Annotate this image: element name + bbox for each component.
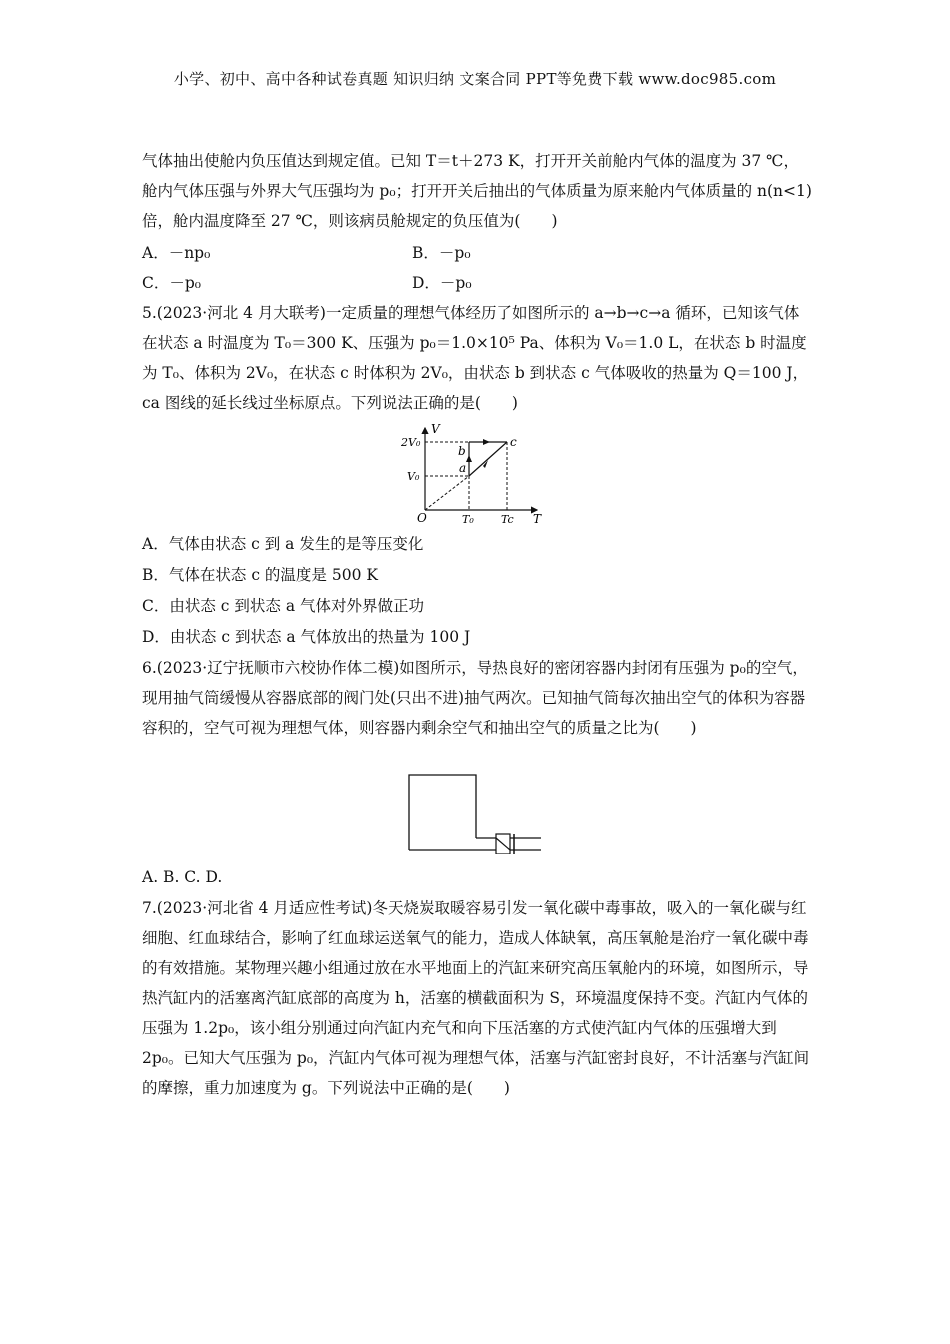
q5-option-d: D．由状态 c 到状态 a 气体放出的热量为 100 J [142,628,471,646]
label-t0: T₀ [462,513,474,526]
vt-diagram [395,422,555,528]
q5-option-a: A．气体由状态 c 到 a 发生的是等压变化 [142,535,424,553]
q4-option-c: C．－p₀ [142,274,201,292]
label-c: c [510,435,517,449]
q5-stem: 5.(2023·河北 4 月大联考)一定质量的理想气体经历了如图所示的 a→b→c→a 循环，已知该气体在状态 a 时温度为 T₀＝300 K、压强为 p₀＝1.0×10⁵ Pa、体积为 V₀＝1.0 L，在状态 b 时温度为 T₀、体积为 2V₀，在状态 c 时体积为 2V₀，由状态 b 到状态 c 气体吸收的热量为 Q＝100 J，ca 图线的延长线过坐标原点。下列说法正确的是( ) [142,304,809,412]
label-2v0: 2V₀ [401,436,421,449]
q4-option-a: A．－np₀ [142,244,211,262]
arrow-ab [466,455,472,462]
q4-option-b: B．－p₀ [412,244,471,262]
page-header: 小学、初中、高中各种试卷真题 知识归纳 文案合同 PPT等免费下载 www.doc985.com [173,70,777,88]
q4-stem: 气体抽出使舱内负压值达到规定值。已知 T＝t＋273 K，打开开关前舱内气体的温度为 37 ℃，舱内气体压强与外界大气压强均为 p₀；打开开关后抽出的气体质量为原来舱内气体质量的 n(n<1)倍，舱内温度降至 27 ℃，则该病员舱规定的负压值为( ) [142,152,812,230]
container-pump-diagram [406,772,546,854]
container-walls [409,775,476,850]
label-t-axis: T [533,512,542,526]
q5-option-c: C．由状态 c 到状态 a 气体对外界做正功 [142,597,424,615]
guide-origin-line [425,476,469,510]
q6-stem: 6.(2023·辽宁抚顺市六校协作体二模)如图所示，导热良好的密闭容器内封闭有压强为 p₀的空气，现用抽气筒缓慢从容器底部的阀门处(只出不进)抽气两次。已知抽气筒每次抽出空气的体积为容器容积的，空气可视为理想气体，则容器内剩余空气和抽出空气的质量之比为( ) [142,659,808,737]
label-b: b [458,444,466,458]
q7-stem: 7.(2023·河北省 4 月适应性考试)冬天烧炭取暖容易引发一氧化碳中毒事故，吸入的一氧化碳与红细胞、红血球结合，影响了红血球运送氧气的能力，造成人体缺氧，高压氧舱是治疗一氧化碳中毒的有效措施。某物理兴趣小组通过放在水平地面上的汽缸来研究高压氧舱内的环境，如图所示，导热汽缸内的活塞离汽缸底部的高度为 h，活塞的横截面积为 S，环境温度保持不变。汽缸内气体的压强为 1.2p₀，该小组分别通过向汽缸内充气和向下压活塞的方式使汽缸内气体的压强增大到 2p₀。已知大气压强为 p₀，汽缸内气体可视为理想气体，活塞与汽缸密封良好，不计活塞与汽缸间的摩擦，重力加速度为 g。下列说法中正确的是( ) [142,899,810,1097]
q5-option-b: B．气体在状态 c 的温度是 500 K [142,566,378,584]
label-v0: V₀ [407,470,420,483]
arrow-bc [483,439,490,445]
label-a: a [459,461,467,475]
process-ca [469,442,507,476]
label-origin: O [417,511,427,525]
q6-options: A. B. C. D. [142,868,223,886]
label-tc: Tc [501,513,514,526]
label-v-axis: V [431,422,440,436]
q4-option-d: D．－p₀ [412,274,472,292]
